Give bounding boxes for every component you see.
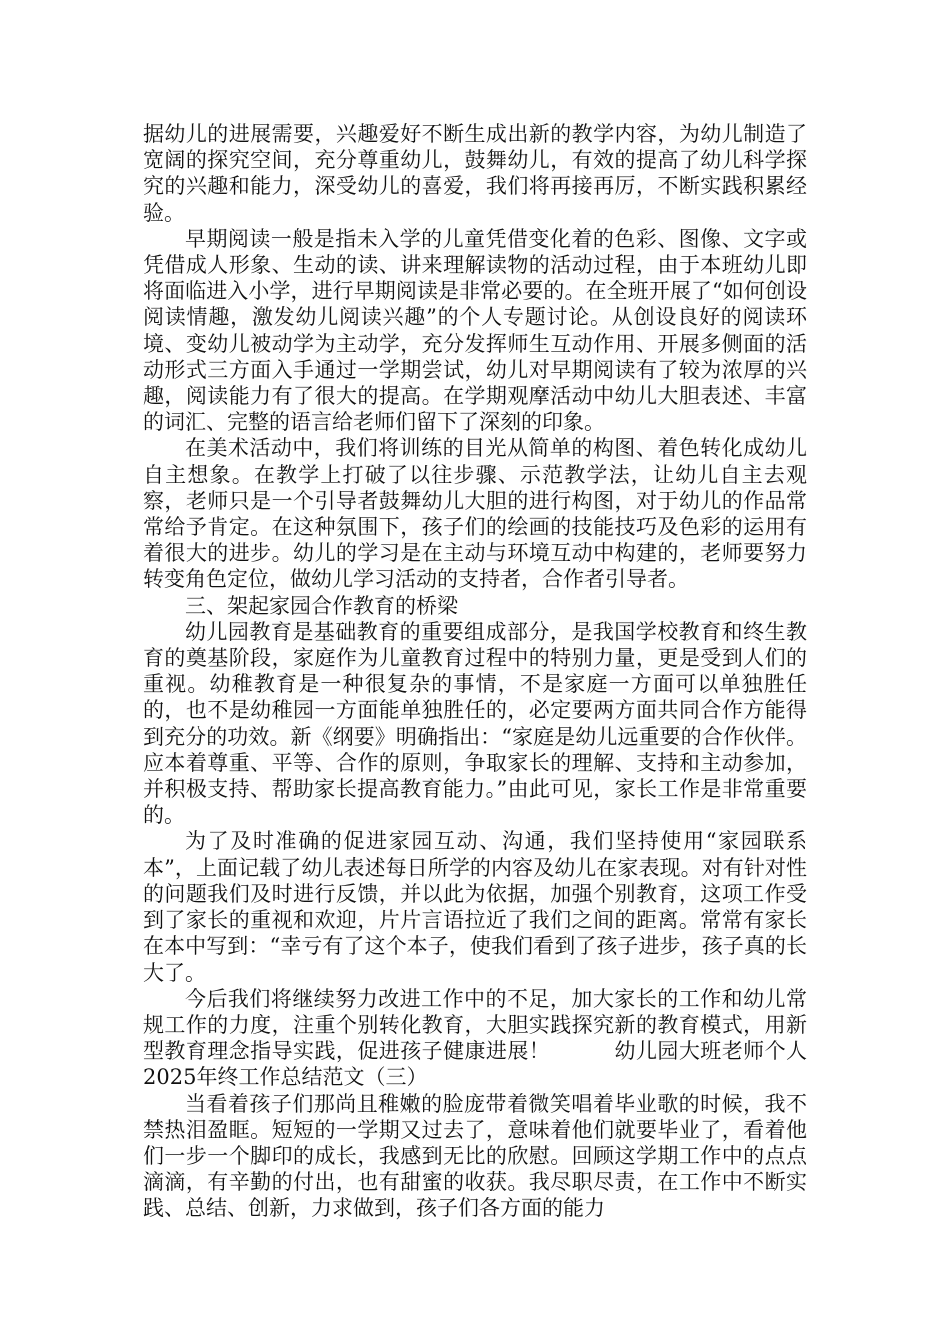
- paragraph-future-work: 今后我们将继续努力改进工作中的不足，加大家长的工作和幼儿常规工作的力度，注重个别转化教育，大胆实践探究新的教育模式，用新型教育理念指导实践，促进孩子健康进展！ 幼儿园大班老师个人2025年终工作总结范文（三）: [143, 986, 807, 1090]
- paragraph-graduation: 当看着孩子们那尚且稚嫩的脸庞带着微笑唱着毕业歌的时候，我不禁热泪盈眶。短短的一学期又过去了，意味着他们就要毕业了，看着他们一步一个脚印的成长，我感到无比的欣慰。回顾这学期工作中的点点滴滴，有辛勤的付出，也有甜蜜的收获。我尽职尽责，在工作中不断实践、总结、创新，力求做到，孩子们各方面的能力: [143, 1091, 807, 1221]
- section-heading-home-school: 三、架起家园合作教育的桥梁: [185, 593, 458, 618]
- paragraph-contact-book: 为了及时准确的促进家园互动、沟通，我们坚持使用“家园联系本”，上面记载了幼儿表述每日所学的内容及幼儿在家表现。对有针对性的问题我们及时进行反馈，并以此为依据，加强个别教育，这项工作受到了家长的重视和欢迎，片片言语拉近了我们之间的距离。常常有家长在本中写到：“幸亏有了这个本子，使我们看到了孩子进步，孩子真的长大了。: [143, 829, 807, 985]
- paragraph-kindergarten-education: 幼儿园教育是基础教育的重要组成部分，是我国学校教育和终生教育的奠基阶段，家庭作为儿童教育过程中的特别力量，更是受到人们的重视。幼稚教育是一种很复杂的事情，不是家庭一方面可以单独胜任的，也不是幼稚园一方面能单独胜任的，必定要两方面共同合作方能得到充分的功效。新《纲要》明确指出：“家庭是幼儿远重要的合作伙伴。应本着尊重、平等、合作的原则，争取家长的理解、支持和主动参加，并积极支持、帮助家长提高教育能力。”由此可见，家长工作是非常重要的。: [143, 619, 807, 828]
- paragraph-continuation: 据幼儿的进展需要，兴趣爱好不断生成出新的教学内容，为幼儿制造了宽阔的探究空间，充分尊重幼儿，鼓舞幼儿，有效的提高了幼儿科学探究的兴趣和能力，深受幼儿的喜爱，我们将再接再厉，不断实践积累经验。: [143, 122, 807, 225]
- document-body: [143, 121, 807, 1222]
- paragraph-early-reading: 早期阅读一般是指未入学的儿童凭借变化着的色彩、图像、文字或凭借成人形象、生动的读、讲来理解读物的活动过程，由于本班幼儿即将面临进入小学，进行早期阅读是非常必要的。在全班开展了“如何创设阅读情趣，激发幼儿阅读兴趣”的个人专题讨论。从创设良好的阅读环境、变幼儿被动学为主动学，充分发挥师生互动作用、开展多侧面的活动形式三方面入手通过一学期尝试，幼儿对早期阅读有了较为浓厚的兴趣，阅读能力有了很大的提高。在学期观摩活动中幼儿大胆表述、丰富的词汇、完整的语言给老师们留下了深刻的印象。: [143, 226, 807, 435]
- paragraph-art-activities: 在美术活动中，我们将训练的目光从简单的构图、着色转化成幼儿自主想象。在教学上打破了以往步骤、示范教学法，让幼儿自主去观察，老师只是一个引导者鼓舞幼儿大胆的进行构图，对于幼儿的作品常常给予肯定。在这种氛围下，孩子们的绘画的技能技巧及色彩的运用有着很大的进步。幼儿的学习是在主动与环境互动中构建的，老师要努力转变角色定位，做幼儿学习活动的支持者，合作者引导者。: [143, 436, 807, 592]
